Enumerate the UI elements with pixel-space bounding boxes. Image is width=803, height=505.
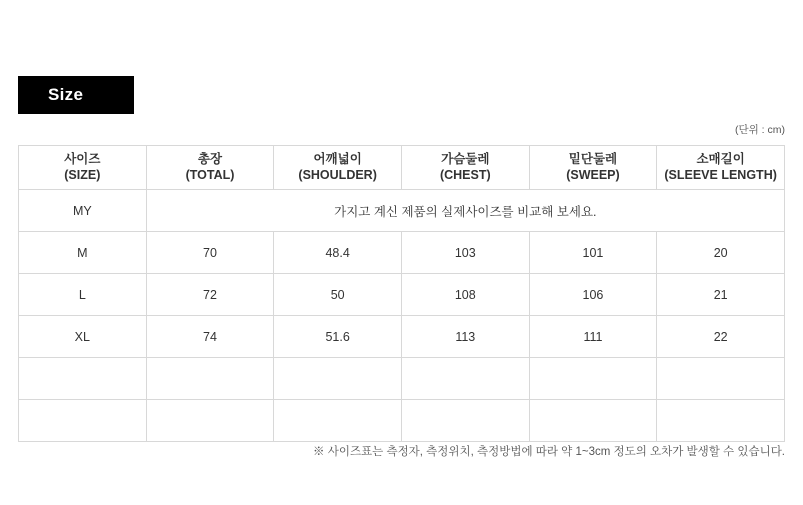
cell-size: L [19, 274, 147, 316]
table-row-my [19, 190, 785, 232]
cell-empty [19, 400, 147, 442]
column-header-chest [401, 146, 529, 190]
my-row-note: 가지고 계신 제품의 실제사이즈를 비교해 보세요. [146, 190, 784, 232]
cell-sleeve: 20 [657, 232, 785, 274]
table-row [19, 316, 785, 358]
cell-total: 74 [146, 316, 274, 358]
measurement-footnote: ※ 사이즈표는 측정자, 측정위치, 측정방법에 따라 약 1~3cm 정도의 오차가 발생할 수 있습니다. [313, 446, 785, 458]
cell-shoulder: 50 [274, 274, 402, 316]
column-header-sleeve [657, 146, 785, 190]
size-badge [18, 76, 134, 114]
table-header-row [19, 146, 785, 190]
column-header-size [19, 146, 147, 190]
cell-empty [146, 358, 274, 400]
my-row-label: MY [19, 190, 147, 232]
cell-empty [274, 358, 402, 400]
cell-empty [146, 400, 274, 442]
cell-chest: 103 [401, 232, 529, 274]
column-header-chest-ko: 가슴둘레 [441, 151, 490, 166]
column-header-total-en: (TOTAL) [185, 167, 235, 182]
cell-empty [401, 400, 529, 442]
cell-chest: 113 [401, 316, 529, 358]
cell-empty [401, 358, 529, 400]
table-row [19, 232, 785, 274]
table-row-empty [19, 400, 785, 442]
cell-empty [657, 400, 785, 442]
column-header-size-ko: 사이즈 [64, 151, 101, 166]
column-header-total-ko: 총장 [197, 151, 223, 166]
column-header-total [146, 146, 274, 190]
column-header-sweep-ko: 밑단둘레 [568, 151, 618, 166]
cell-empty [274, 400, 402, 442]
cell-total: 72 [146, 274, 274, 316]
column-header-sleeve-ko: 소매길이 [696, 151, 745, 166]
column-header-shoulder-en: (SHOULDER) [298, 167, 377, 182]
cell-sleeve: 22 [657, 316, 785, 358]
column-header-size-en: (SIZE) [64, 167, 101, 182]
cell-total: 70 [146, 232, 274, 274]
cell-empty [529, 400, 657, 442]
cell-sweep: 111 [529, 316, 657, 358]
cell-empty [657, 358, 785, 400]
table-row-empty [19, 358, 785, 400]
cell-sweep: 106 [529, 274, 657, 316]
cell-chest: 108 [401, 274, 529, 316]
column-header-chest-en: (CHEST) [439, 167, 491, 182]
cell-sweep: 101 [529, 232, 657, 274]
column-header-sweep [529, 146, 657, 190]
table-row [19, 274, 785, 316]
column-header-sweep-en: (SWEEP) [566, 167, 620, 182]
size-badge-label: Size [48, 85, 84, 104]
column-header-shoulder-ko: 어깨넓이 [313, 151, 362, 166]
unit-note: (단위 : cm) [734, 124, 785, 136]
cell-size: XL [19, 316, 147, 358]
cell-shoulder: 51.6 [274, 316, 402, 358]
cell-size: M [19, 232, 147, 274]
cell-empty [19, 358, 147, 400]
cell-shoulder: 48.4 [274, 232, 402, 274]
cell-empty [529, 358, 657, 400]
column-header-shoulder [274, 146, 402, 190]
size-table [18, 145, 785, 442]
column-header-sleeve-en: (SLEEVE LENGTH) [664, 167, 777, 182]
cell-sleeve: 21 [657, 274, 785, 316]
